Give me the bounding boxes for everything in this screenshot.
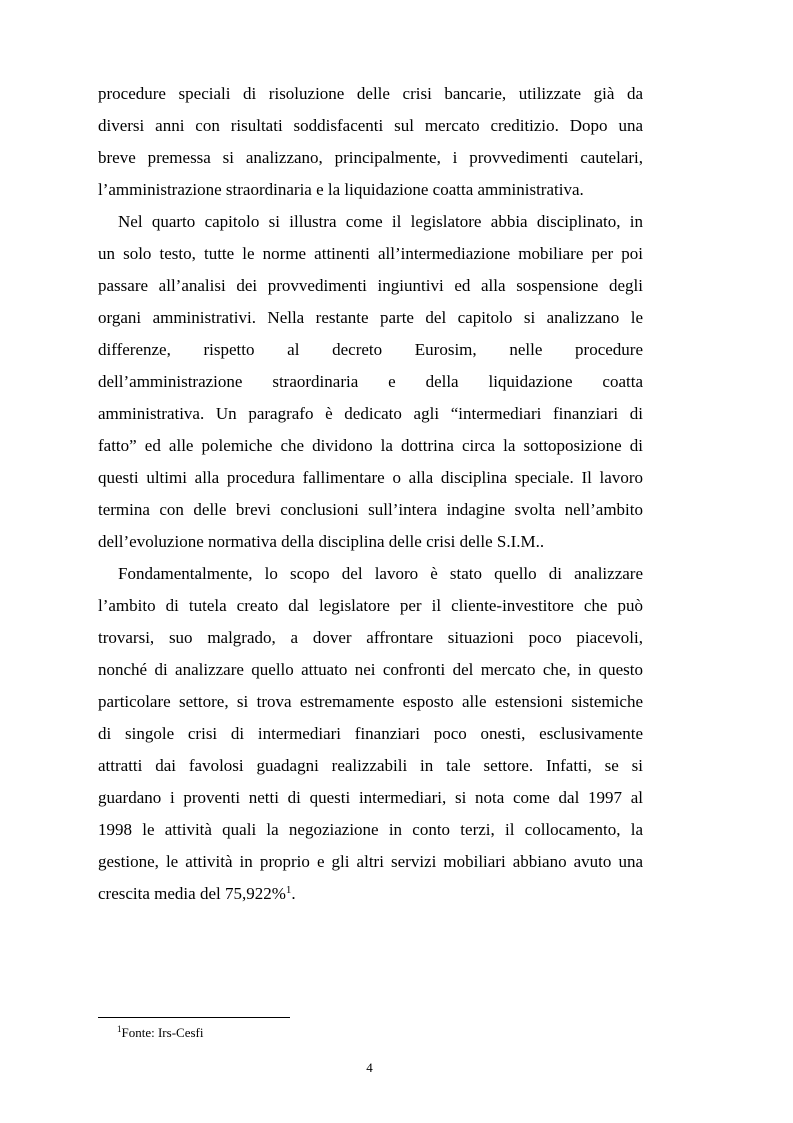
text-line: nonché di analizzare quello attuato nei confronti del mercato che, in questo xyxy=(98,660,643,679)
text-line: dell’amministrazione straordinaria e della liquidazione coatta xyxy=(98,372,643,391)
text-line: l’amministrazione straordinaria e la liquidazione coatta amministrativa. xyxy=(98,180,584,199)
text-line: attratti dai favolosi guadagni realizzabili in tale settore. Infatti, se si xyxy=(98,756,643,775)
text-line: organi amministrativi. Nella restante parte del capitolo si analizzano le xyxy=(98,308,643,327)
text-line: particolare settore, si trova estremamente esposto alle estensioni sistemiche xyxy=(98,692,643,711)
text-line: procedure speciali di risoluzione delle crisi bancarie, utilizzate già da xyxy=(98,84,643,103)
text-line: Nel quarto capitolo si illustra come il legislatore abbia disciplinato, in xyxy=(118,212,643,231)
footnote-reference[interactable]: 1 xyxy=(285,884,292,896)
sentence-end: . xyxy=(291,884,296,903)
text-line: 1998 le attività quali la negoziazione in conto terzi, il collocamento, la xyxy=(98,820,643,839)
text-line xyxy=(98,878,643,910)
text-line: questi ultimi alla procedura fallimentare o alla disciplina speciale. Il lavoro xyxy=(98,468,643,487)
paragraph xyxy=(98,558,643,910)
page-number: 4 xyxy=(366,1060,373,1075)
text-line: trovarsi, suo malgrado, a dover affrontare situazioni poco piacevoli, xyxy=(98,628,643,647)
text-line-content: crescita media del 75,922% xyxy=(98,884,286,903)
paragraph xyxy=(98,206,643,558)
text-line: fatto” ed alle polemiche che dividono la dottrina circa la sottoposizione di xyxy=(98,436,643,455)
footnote-marker: 1 xyxy=(117,1024,122,1034)
text-line: passare all’analisi dei provvedimenti ingiuntivi ed alla sospensione degli xyxy=(98,276,643,295)
paragraph xyxy=(98,78,643,206)
text-line: guardano i proventi netti di questi intermediari, si nota come dal 1997 al xyxy=(98,788,643,807)
footnote-text: Fonte: Irs-Cesfi xyxy=(121,1025,204,1040)
text-line: Fondamentalmente, lo scopo del lavoro è stato quello di analizzare xyxy=(118,564,643,583)
text-line: differenze, rispetto al decreto Eurosim, nelle procedure xyxy=(98,340,643,359)
text-line: dell’evoluzione normativa della disciplina delle crisi delle S.I.M.. xyxy=(98,532,545,551)
text-line: l’ambito di tutela creato dal legislatore per il cliente-investitore che può xyxy=(98,596,643,615)
text-line: un solo testo, tutte le norme attinenti all’intermediazione mobiliare per poi xyxy=(98,244,643,263)
footnote-separator xyxy=(98,1017,290,1018)
text-line: termina con delle brevi conclusioni sull’intera indagine svolta nell’ambito xyxy=(98,500,643,519)
text-line: amministrativa. Un paragrafo è dedicato agli “intermediari finanziari di xyxy=(98,404,643,423)
page-body xyxy=(98,78,643,910)
text-line: gestione, le attività in proprio e gli altri servizi mobiliari abbiano avuto una xyxy=(98,852,643,871)
text-line: di singole crisi di intermediari finanziari poco onesti, esclusivamente xyxy=(98,724,643,743)
footnote xyxy=(117,1024,203,1042)
text-line: breve premessa si analizzano, principalmente, i provvedimenti cautelari, xyxy=(98,148,643,167)
text-line: diversi anni con risultati soddisfacenti sul mercato creditizio. Dopo una xyxy=(98,116,643,135)
